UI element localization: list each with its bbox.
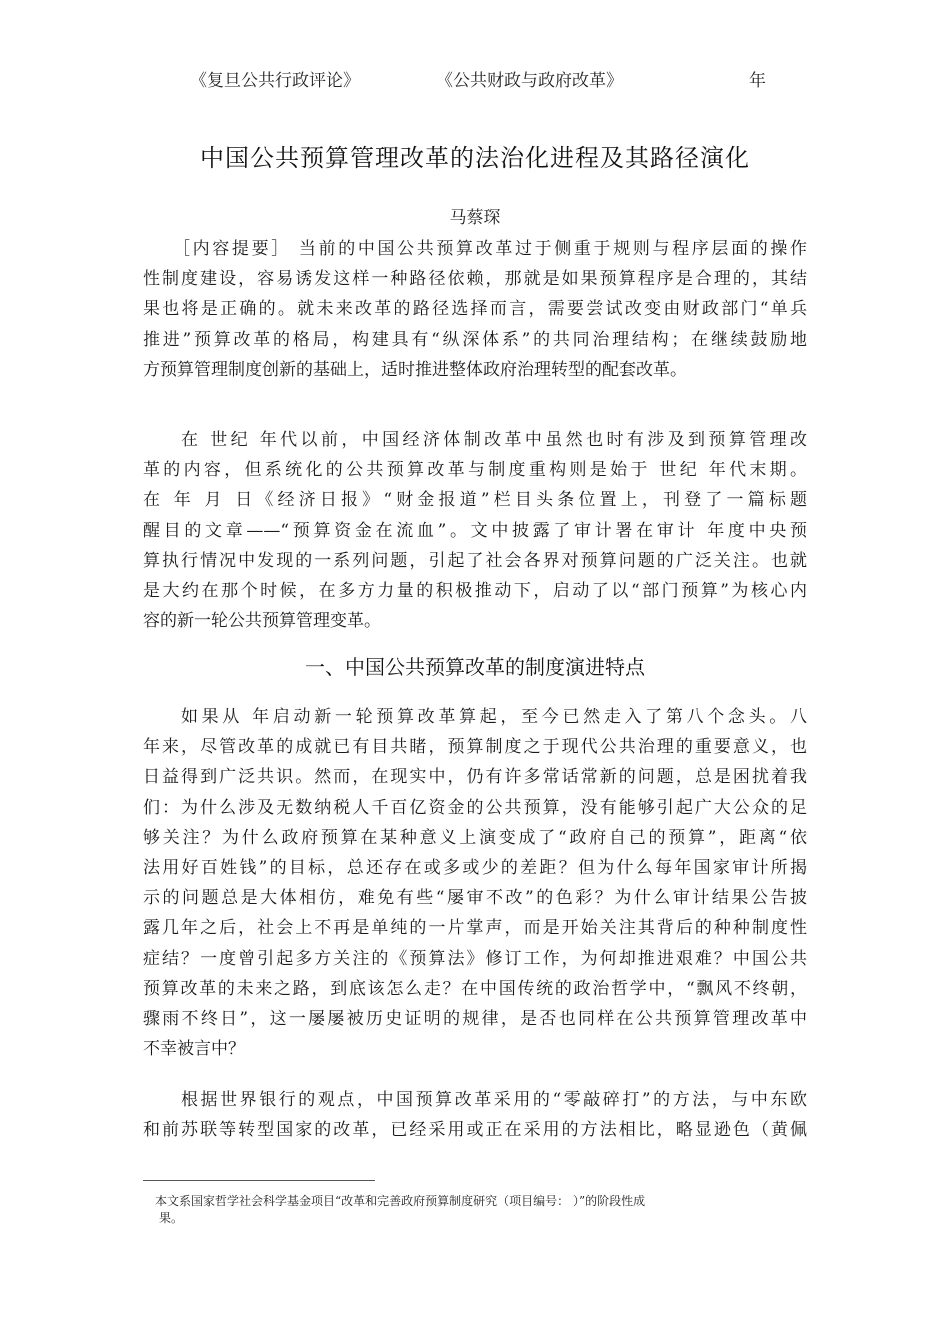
journal-name-left: 《复旦公共行政评论》 — [190, 71, 360, 91]
header-year: 年 — [749, 71, 766, 91]
section1-paragraph-2 — [143, 1085, 807, 1145]
abstract-line: 性制度建设，容易诱发这样一种路径依赖，那就是如果预算程序是合理的，其结 — [143, 269, 807, 290]
intro-line: 在 年 月 日《经济日报》“财金报道”栏目头条位置上，刊登了一篇标题 — [143, 490, 807, 511]
paragraph-line: 预算改革的未来之路，到底该怎么走？在中国传统的政治哲学中，“飘风不终朝， — [143, 978, 807, 999]
abstract-line: ［内容提要］ 当前的中国公共预算改革过于侧重于规则与程序层面的操作 — [173, 239, 807, 259]
paragraph-line: 不幸被言中？ — [143, 1039, 245, 1060]
paragraph-line: 根据世界银行的观点，中国预算改革采用的“零敲碎打”的方法，与中东欧 — [181, 1090, 807, 1110]
intro-line: 在 世纪 年代以前，中国经济体制改革中虽然也时有涉及到预算管理改 — [181, 430, 807, 450]
abstract-line: 推进”预算改革的格局，构建具有“纵深体系”的共同治理结构；在继续鼓励地 — [143, 329, 807, 350]
footnote-divider — [143, 1180, 375, 1181]
paragraph-line: 露几年之后，社会上不再是单纯的一片掌声，而是开始关注其背后的种种制度性 — [143, 918, 807, 939]
paragraph-line: 够关注？为什么政府预算在某种意义上演变成了“政府自己的预算”，距离“依 — [143, 827, 807, 848]
paragraph-line: 们：为什么涉及无数纳税人千百亿资金的公共预算，没有能够引起广大公众的足 — [143, 797, 807, 818]
paragraph-line: 年来，尽管改革的成就已有目共睹，预算制度之于现代公共治理的重要意义，也 — [143, 737, 807, 758]
intro-line: 容的新一轮公共预算管理变革。 — [143, 611, 381, 632]
intro-line: 算执行情况中发现的一系列问题，引起了社会各界对预算问题的广泛关注。也就 — [143, 550, 807, 571]
intro-line: 醒目的文章——“预算资金在流血”。文中披露了审计署在审计 年度中央预 — [143, 520, 807, 541]
intro-paragraph — [143, 425, 807, 636]
author-name: 马蔡琛 — [449, 208, 501, 228]
intro-line: 是大约在那个时候，在多方力量的积极推动下，启动了以“部门预算”为核心内 — [143, 580, 807, 601]
paragraph-line: 骤雨不终日”，这一屡屡被历史证明的规律，是否也同样在公共预算管理改革中 — [143, 1008, 807, 1029]
footnote-line: 果。 — [159, 1211, 184, 1225]
footnote — [155, 1193, 807, 1227]
abstract-paragraph — [143, 234, 807, 385]
section1-paragraph-1 — [143, 702, 807, 1064]
journal-name-mid: 《公共财政与政府改革》 — [436, 71, 623, 91]
footnote-line: 本文系国家哲学社会科学基金项目“改革和完善政府预算制度研究（项目编号： ）”的阶段性成 — [155, 1194, 646, 1208]
paragraph-line: 法用好百姓钱”的目标，总还存在或多或少的差距？但为什么每年国家审计所揭 — [143, 857, 807, 878]
abstract-line: 方预算管理制度创新的基础上，适时推进整体政府治理转型的配套改革。 — [143, 359, 687, 380]
paragraph-line: 如果从 年启动新一轮预算改革算起，至今已然走入了第八个念头。八 — [181, 707, 807, 727]
paragraph-line: 症结？一度曾引起多方关注的《预算法》修订工作，为何却推进艰难？中国公共 — [143, 948, 807, 969]
paragraph-line: 和前苏联等转型国家的改革，已经采用或正在采用的方法相比，略显逊色（黄佩 — [143, 1120, 807, 1141]
intro-line: 革的内容，但系统化的公共预算改革与制度重构则是始于 世纪 年代末期。 — [143, 460, 807, 481]
paragraph-line: 日益得到广泛共识。然而，在现实中，仍有许多常话常新的问题，总是困扰着我 — [143, 767, 807, 788]
abstract-line: 果也将是正确的。就未来改革的路径选择而言，需要尝试改变由财政部门“单兵 — [143, 299, 807, 320]
paragraph-line: 示的问题总是大体相仿，难免有些“屡审不改”的色彩？为什么审计结果公告披 — [143, 888, 807, 909]
section-heading: 一、中国公共预算改革的制度演进特点 — [305, 655, 645, 679]
page-title: 中国公共预算管理改革的法治化进程及其路径演化 — [200, 144, 750, 172]
